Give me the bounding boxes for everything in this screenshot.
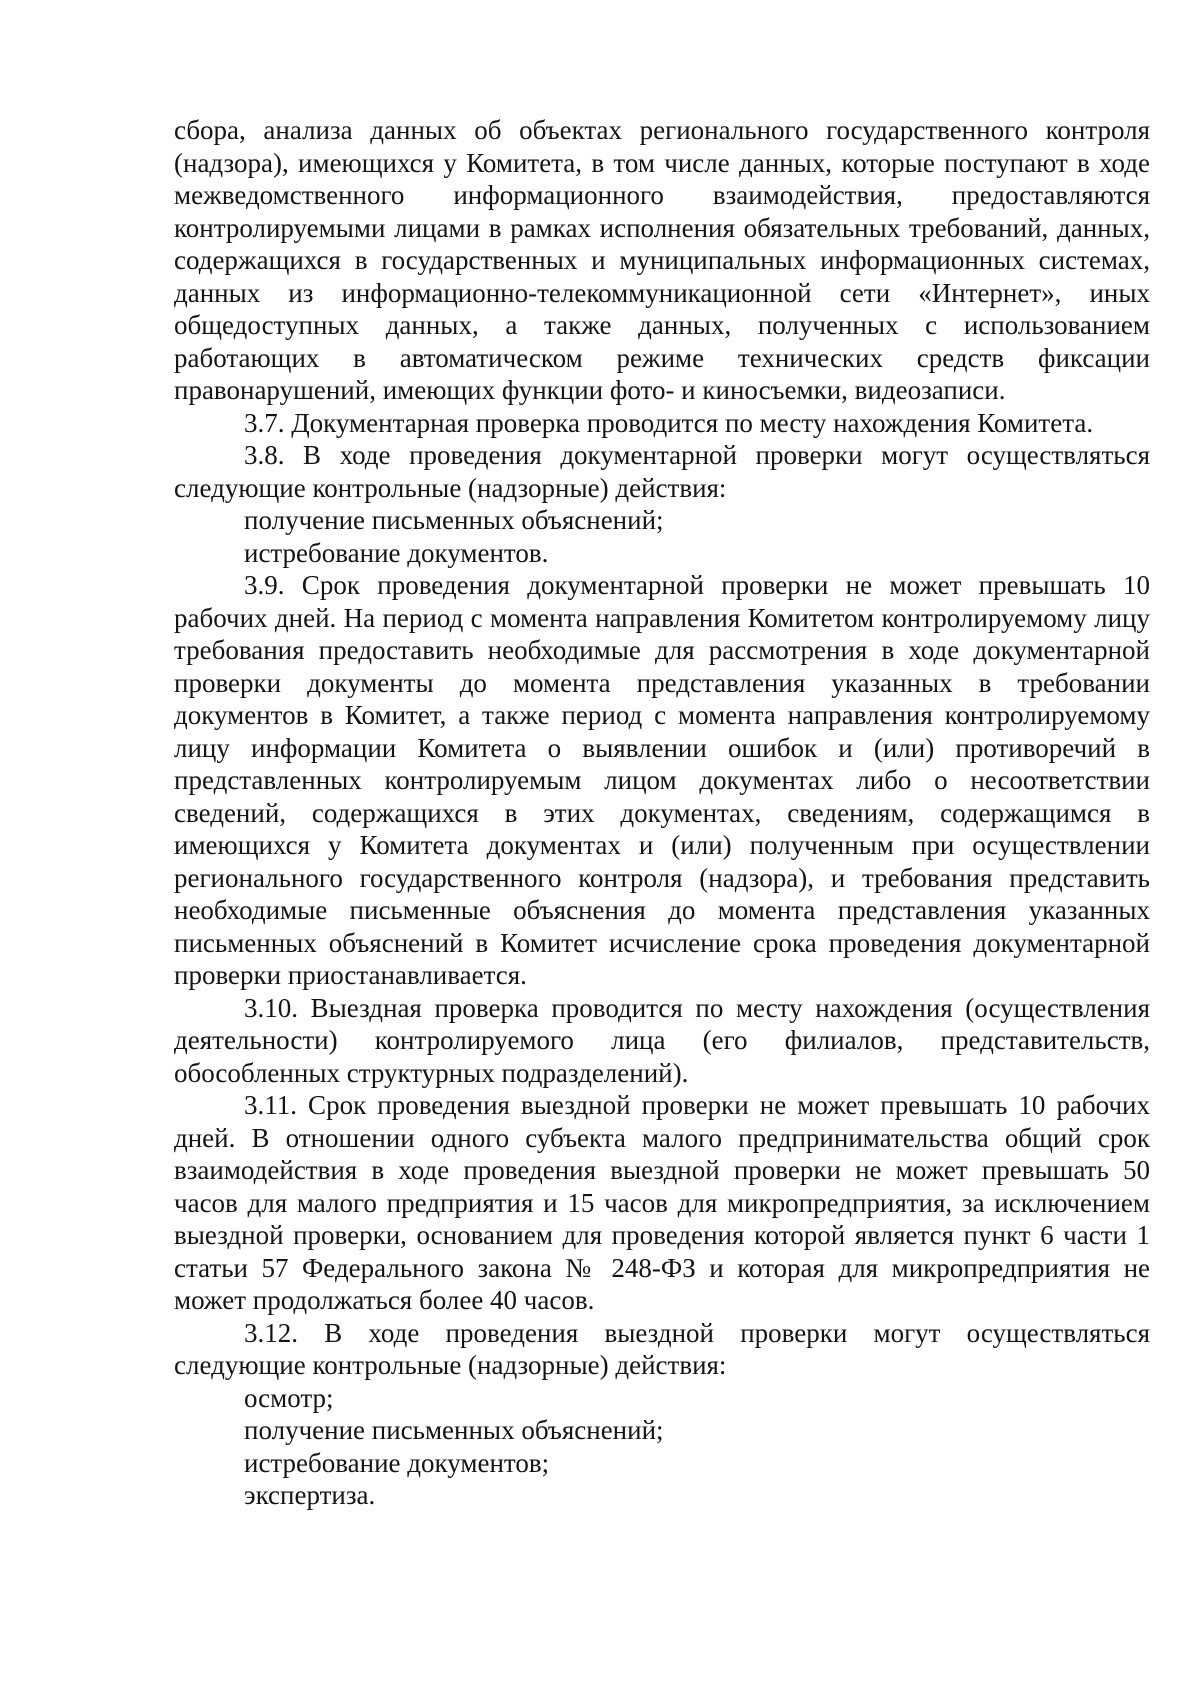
list-item-document-request-2: истребование документов; bbox=[244, 1447, 550, 1478]
list-item-written-explanations-2: получение письменных объяснений; bbox=[244, 1415, 664, 1445]
paragraph-3-10: 3.10. Выездная проверка проводится по месту нахождения (осуществления деятельности) контролируемого лица (его филиалов, представительств, обособленных структурных подразделений). bbox=[174, 992, 1150, 1088]
document-body bbox=[174, 114, 1150, 1512]
list-item-inspection: осмотр; bbox=[244, 1382, 334, 1413]
list-item-expertise: экспертиза. bbox=[244, 1480, 376, 1510]
paragraph-3-12: 3.12. В ходе проведения выездной проверки могут осуществляться следующие контрольные (надзорные) действия: bbox=[174, 1317, 1150, 1380]
list-item-written-explanations: получение письменных объяснений; bbox=[244, 505, 664, 535]
paragraph-3-7: 3.7. Документарная проверка проводится по месту нахождения Комитета. bbox=[244, 407, 1094, 438]
paragraph-3-8: 3.8. В ходе проведения документарной проверки могут осуществляться следующие контрольные (надзорные) действия: bbox=[174, 440, 1150, 503]
paragraph-continuation: сбора, анализа данных об объектах регионального государственного контроля (надзора), имеющихся у Комитета, в том числе данных, которые поступают в ходе межведомственного информационного взаимодействия, предоставляются контролируемыми лицами в рамках исполнения обязательных требований, данных, содержащихся в государственных и муниципальных информационных системах, данных из информационно-телекоммуникационной сети «Интернет», иных общедоступных данных, а также данных, полученных с использованием работающих в автоматическом режиме технических средств фиксации правонарушений, имеющих функции фото- и киносъемки, видеозаписи. bbox=[174, 115, 1150, 405]
paragraph-3-9: 3.9. Срок проведения документарной проверки не может превышать 10 рабочих дней. На период с момента направления Комитетом контролируемому лицу требования предоставить необходимые для рассмотрения в ходе документарной проверки документы до момента представления указанных в требовании документов в Комитет, а также период с момента направления контролируемому лицу информации Комитета о выявлении ошибок и (или) противоречий в представленных контролируемым лицом документах либо о несоответствии сведений, содержащихся в этих документах, сведениям, содержащимся в имеющихся у Комитета документах и (или) полученным при осуществлении регионального государственного контроля (надзора), и требования представить необходимые письменные объяснения до момента представления указанных письменных объяснений в Комитет исчисление срока проведения документарной проверки приостанавливается. bbox=[174, 570, 1150, 990]
list-item-document-request: истребование документов. bbox=[244, 537, 549, 568]
paragraph-3-11: 3.11. Срок проведения выездной проверки не может превышать 10 рабочих дней. В отношении одного субъекта малого предпринимательства общий срок взаимодействия в ходе проведения выездной проверки не может превышать 50 часов для малого предприятия и 15 часов для микропредприятия, за исключением выездной проверки, основанием для проведения которой является пункт 6 части 1 статьи 57 Федерального закона № 248-ФЗ и которая для микропредприятия не может продолжаться более 40 часов. bbox=[174, 1090, 1150, 1315]
